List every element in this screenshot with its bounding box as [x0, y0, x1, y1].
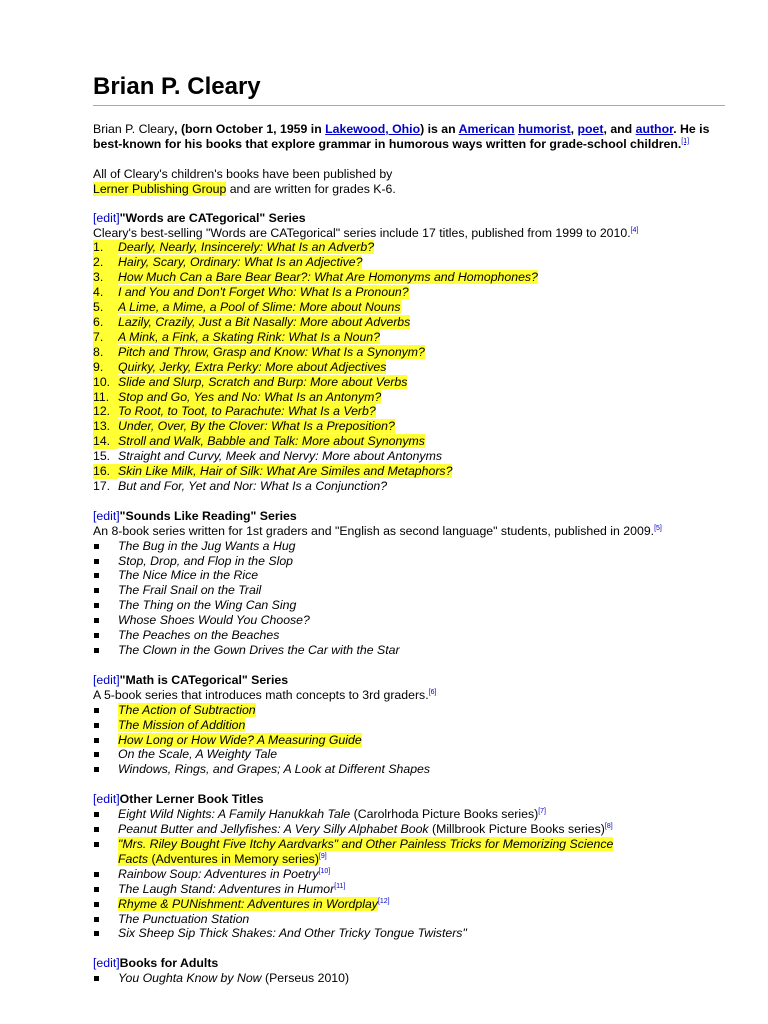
intro-rest: . He is best-known for his books that explore grammar in humorous ways written for grade-school children. [93, 122, 710, 151]
book-title: How Long or How Wide? A Measuring Guide [118, 732, 362, 747]
list-item [93, 807, 725, 822]
intro-paragraph [93, 122, 725, 152]
ref-link[interactable]: [8] [604, 823, 613, 831]
book-title: The Bug in the Jug Wants a Hug [118, 538, 296, 553]
list-item [93, 554, 725, 569]
list-item: 11. Stop and Go, Yes and No: What Is an Antonym? [93, 389, 382, 404]
list-item [93, 912, 725, 927]
list-item [93, 867, 725, 882]
math-series-heading: [edit]"Math is CATegorical" Series [93, 672, 289, 687]
edit-link[interactable]: [edit] [93, 508, 120, 523]
list-item: 1. Dearly, Nearly, Insincerely: What Is an Adverb? [93, 240, 375, 255]
ref-link[interactable]: [4] [630, 226, 639, 234]
book-note: (Millbrook Picture Books series) [428, 822, 605, 837]
other-titles-section [93, 792, 725, 941]
ref-link[interactable]: [9] [318, 852, 327, 860]
edit-link[interactable]: [edit] [93, 672, 120, 687]
list-item [93, 598, 725, 613]
list-item [93, 733, 725, 748]
publisher-intro: All of Cleary's children's books have been published by [93, 166, 393, 181]
document-page [93, 72, 725, 986]
sounds-series-description: An 8-book series written for 1st graders and "English as second language" students, published in 2009.[5] [93, 523, 662, 538]
adult-books-list [93, 971, 725, 986]
book-title: Stop and Go, Yes and No: What Is an Antonym? [118, 389, 382, 404]
list-item: 14. Stroll and Walk, Babble and Talk: More about Synonyms [93, 434, 425, 449]
book-title: Eight Wild Nights: A Family Hanukkah Tale [118, 807, 351, 822]
publisher-name: Lerner Publishing Group [93, 181, 227, 196]
list-item [93, 703, 725, 718]
other-titles-list [93, 807, 725, 941]
list-item: 3. How Much Can a Bare Bear Bear?: What Are Homonyms and Homophones? [93, 270, 538, 285]
list-item: 12. To Root, to Toot, to Parachute: What Is a Verb? [93, 404, 376, 419]
intro-ref-link[interactable]: [1] [681, 137, 690, 145]
adult-books-section [93, 956, 725, 986]
book-title: Stop, Drop, and Flop in the Slop [118, 553, 293, 568]
book-title: Dearly, Nearly, Insincerely: What Is an Adverb? [118, 240, 375, 255]
book-title: The Laugh Stand: Adventures in Humor [118, 881, 335, 896]
list-item [93, 837, 725, 867]
adult-books-heading: [edit]Books for Adults [93, 956, 219, 971]
list-item: 13. Under, Over, By the Clover: What Is a Preposition? [93, 419, 395, 434]
book-title: "Mrs. Riley Bought Five Itchy Aardvarks" and Other Painless Tricks for Memorizing Science [118, 836, 614, 851]
list-item [93, 747, 725, 762]
list-item: 10. Slide and Slurp, Scratch and Burp: More about Verbs [93, 374, 408, 389]
list-item: 5. A Lime, a Mime, a Pool of Slime: More about Nouns [93, 300, 401, 315]
page-title: Brian P. Cleary [93, 73, 261, 100]
ref-link[interactable]: [5] [654, 524, 662, 532]
book-note: (Perseus 2010) [261, 971, 350, 986]
intro-and: , and [603, 122, 636, 136]
book-title: A Lime, a Mime, a Pool of Slime: More about Nouns [118, 300, 401, 315]
book-title: The Clown in the Gown Drives the Car with the Star [118, 643, 400, 657]
list-item [93, 643, 725, 658]
intro-comma: , [570, 122, 578, 136]
list-item: 15. Straight and Curvy, Meek and Nervy: More about Antonyms [93, 449, 442, 464]
book-title: A Mink, a Fink, a Skating Rink: What Is a Noun? [118, 329, 380, 344]
intro-born: , (born October 1, 1959 in [174, 122, 326, 136]
list-item [93, 971, 725, 986]
list-item [93, 539, 725, 554]
list-item [93, 628, 725, 643]
intro-name: Brian P. Cleary [93, 122, 175, 136]
book-title: The Punctuation Station [118, 911, 250, 926]
other-titles-heading: [edit]Other Lerner Book Titles [93, 792, 264, 807]
book-title: Windows, Rings, and Grapes; A Look at Different Shapes [118, 762, 431, 777]
book-title: The Action of Subtraction [118, 702, 256, 717]
title-divider [93, 105, 725, 106]
ref-link[interactable]: [7] [538, 808, 547, 816]
publisher-grades: and are written for grades K-6. [226, 181, 396, 196]
american-link[interactable]: American [458, 122, 515, 136]
list-item [93, 568, 725, 583]
list-item: 17. But and For, Yet and Nor: What Is a Conjunction? [93, 478, 388, 493]
words-series-description: Cleary's best-selling "Words are CATegorical" series include 17 titles, published from 1999 to 2010.[4] [93, 225, 639, 240]
edit-link[interactable]: [edit] [93, 956, 120, 971]
author-link[interactable]: author [635, 122, 674, 136]
book-title: The Nice Mice in the Rice [118, 568, 259, 583]
math-series-list [93, 703, 725, 778]
list-item: 9. Quirky, Jerky, Extra Perky: More about Adjectives [93, 359, 387, 374]
list-item [93, 897, 725, 912]
list-item: 8. Pitch and Throw, Grasp and Know: What Is a Synonym? [93, 344, 425, 359]
ref-link[interactable]: [11] [334, 882, 346, 890]
humorist-link[interactable]: humorist [518, 122, 571, 136]
book-note: (Adventures in Memory series) [148, 851, 319, 866]
ref-link[interactable]: [6] [428, 688, 437, 696]
intro-after-place: ) is an [420, 122, 459, 136]
book-title: The Frail Snail on the Trail [118, 583, 262, 598]
list-item [93, 583, 725, 598]
list-item [93, 822, 725, 837]
book-title: Slide and Slurp, Scratch and Burp: More about Verbs [118, 374, 408, 389]
list-item [93, 718, 725, 733]
book-title: Rhyme & PUNishment: Adventures in Wordplay [118, 896, 378, 911]
book-title: Peanut Butter and Jellyfishes: A Very Silly Alphabet Book [118, 822, 429, 837]
list-item: 2. Hairy, Scary, Ordinary: What Is an Adjective? [93, 255, 363, 270]
book-title: Skin Like Milk, Hair of Silk: What Are Similes and Metaphors? [118, 464, 453, 479]
book-title: Stroll and Walk, Babble and Talk: More about Synonyms [118, 434, 425, 449]
book-title: Straight and Curvy, Meek and Nervy: More about Antonyms [118, 449, 442, 464]
list-item: 4. I and You and Don't Forget Who: What Is a Pronoun? [93, 285, 409, 300]
list-item: 6. Lazily, Crazily, Just a Bit Nasally: More about Adverbs [93, 314, 411, 329]
words-series-section [93, 211, 725, 494]
lakewood-ohio-link[interactable]: Lakewood, Ohio [325, 122, 421, 136]
book-title: You Oughta Know by Now [118, 971, 262, 986]
math-series-description: A 5-book series that introduces math concepts to 3rd graders.[6] [93, 687, 437, 702]
book-title: But and For, Yet and Nor: What Is a Conjunction? [118, 478, 388, 493]
sounds-series-heading: [edit]"Sounds Like Reading" Series [93, 508, 297, 523]
ref-link[interactable]: [12] [377, 897, 390, 905]
sounds-series-list [93, 539, 725, 658]
book-title: On the Scale, A Weighty Tale [118, 747, 278, 762]
book-title: Pitch and Throw, Grasp and Know: What Is a Synonym? [118, 344, 425, 359]
words-series-heading: [edit]"Words are CATegorical" Series [93, 210, 306, 225]
book-title: The Peaches on the Beaches [118, 628, 280, 643]
book-title: Quirky, Jerky, Extra Perky: More about Adjectives [118, 359, 387, 374]
ref-link[interactable]: [10] [318, 867, 331, 875]
book-title: Six Sheep Sip Thick Shakes: And Other Tricky Tongue Twisters" [118, 926, 467, 941]
book-title: Lazily, Crazily, Just a Bit Nasally: More about Adverbs [118, 314, 411, 329]
book-title: To Root, to Toot, to Parachute: What Is a Verb? [118, 404, 376, 419]
book-title: How Much Can a Bare Bear Bear?: What Are Homonyms and Homophones? [118, 270, 538, 285]
book-title: The Thing on the Wing Can Sing [118, 598, 297, 613]
book-title: I and You and Don't Forget Who: What Is a Pronoun? [118, 285, 409, 300]
sounds-series-section [93, 509, 725, 658]
book-title: The Mission of Addition [118, 717, 246, 732]
math-series-section [93, 673, 725, 777]
list-item: 16. Skin Like Milk, Hair of Silk: What Are Similes and Metaphors? [93, 464, 453, 479]
list-item [93, 762, 725, 777]
edit-link[interactable]: [edit] [93, 792, 120, 807]
list-item [93, 882, 725, 897]
words-series-list [93, 240, 725, 493]
edit-link[interactable]: [edit] [93, 210, 120, 225]
book-title: Rainbow Soup: Adventures in Poetry [118, 866, 319, 881]
list-item: 7. A Mink, a Fink, a Skating Rink: What Is a Noun? [93, 329, 380, 344]
publisher-paragraph [93, 167, 725, 197]
book-title-continued: Facts [118, 851, 149, 866]
book-title: Hairy, Scary, Ordinary: What Is an Adjective? [118, 255, 363, 270]
list-item [93, 613, 725, 628]
poet-link[interactable]: poet [577, 122, 604, 136]
book-note: (Carolrhoda Picture Books series) [350, 807, 539, 822]
list-item [93, 926, 725, 941]
book-title: Whose Shoes Would You Choose? [118, 613, 310, 628]
book-title: Under, Over, By the Clover: What Is a Preposition? [118, 419, 395, 434]
